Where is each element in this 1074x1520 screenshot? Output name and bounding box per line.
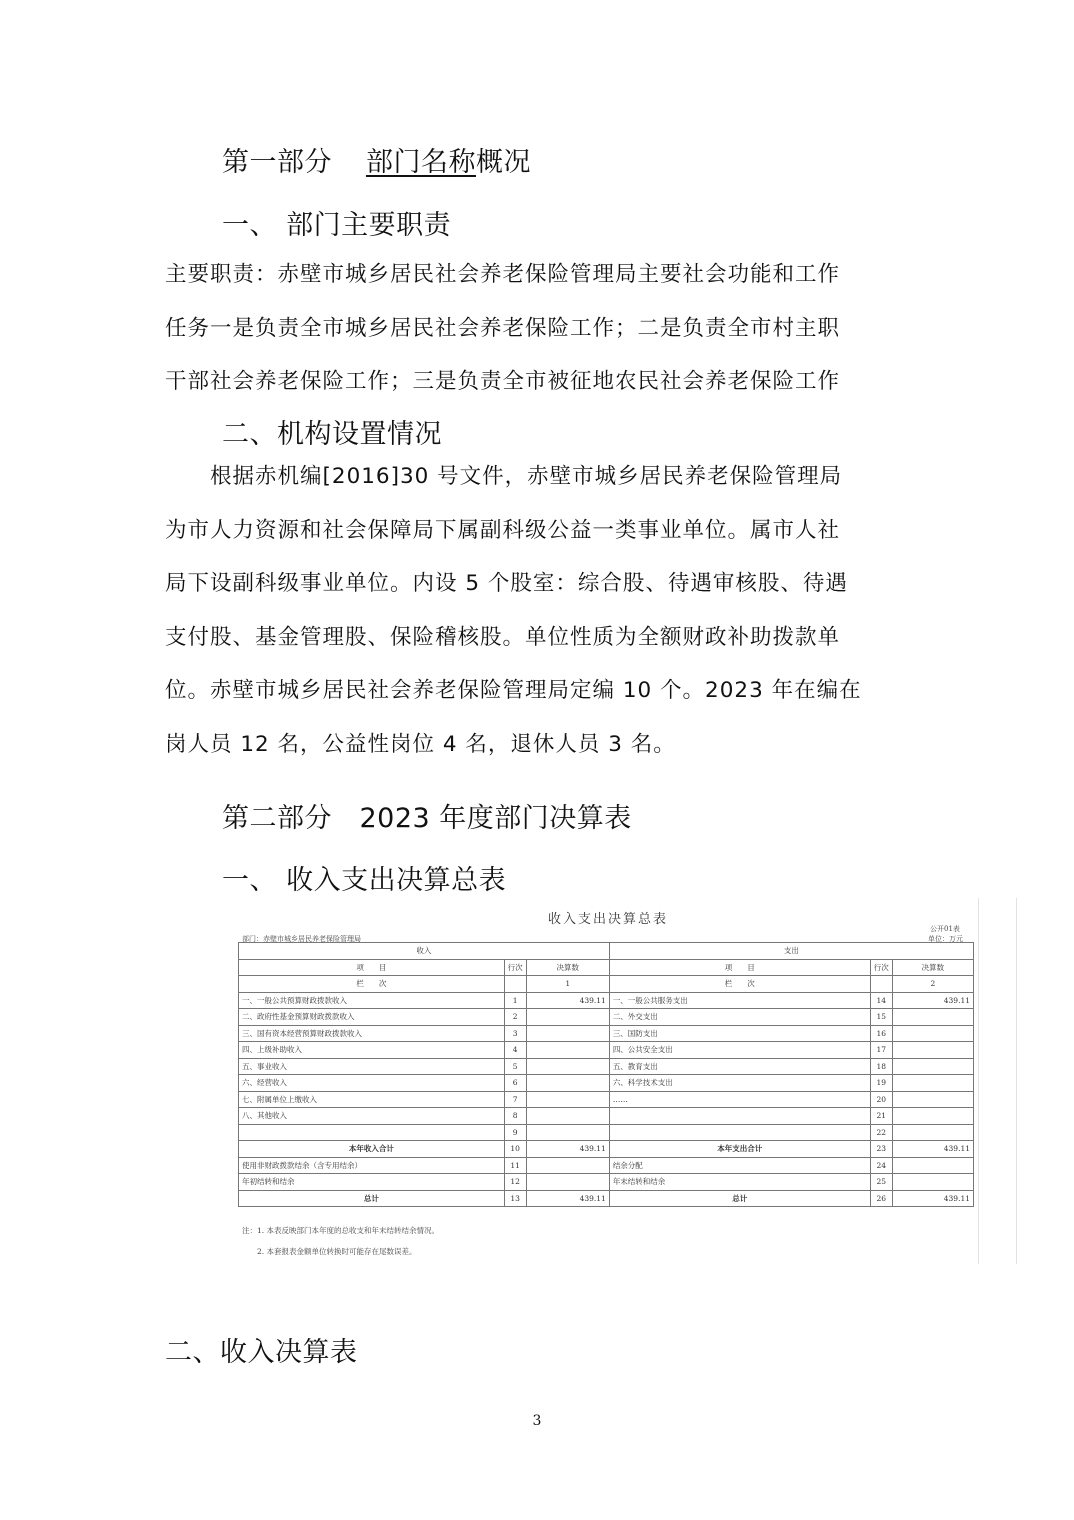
section-org-heading: 二、机构设置情况 — [222, 419, 442, 450]
expense-amount-cell — [892, 1075, 973, 1092]
expense-amount-cell — [892, 1058, 973, 1075]
expense-amount-cell — [892, 1124, 973, 1141]
income-item-cell: 四、上级补助收入 — [239, 1042, 505, 1059]
income-amount-cell — [526, 1091, 609, 1108]
expense-line-no-cell: 26 — [870, 1190, 892, 1207]
table-row — [239, 1075, 974, 1092]
table-row — [239, 1141, 974, 1158]
income-item-cell: 本年收入合计 — [239, 1141, 505, 1158]
col-number: 1 — [526, 976, 609, 993]
expense-amount-cell — [892, 1174, 973, 1191]
sheet-gridline — [1016, 898, 1017, 1264]
income-line-no-cell: 3 — [504, 1025, 526, 1042]
expense-item-cell: 二、外交支出 — [609, 1009, 870, 1026]
income-amount-cell: 439.11 — [526, 1190, 609, 1207]
col-label-row: 栏 次 — [609, 976, 870, 993]
org-line: 局下设副科级事业单位。内设 5 个股室：综合股、待遇审核股、待遇 — [165, 571, 848, 596]
expense-line-no-cell: 22 — [870, 1124, 892, 1141]
income-amount-cell — [526, 1025, 609, 1042]
expense-line-no-cell: 19 — [870, 1075, 892, 1092]
expense-item-cell: …… — [609, 1091, 870, 1108]
expense-amount-cell: 439.11 — [892, 1190, 973, 1207]
income-header: 收入 — [239, 943, 610, 960]
expense-line-no-cell: 25 — [870, 1174, 892, 1191]
table-note: 注：1. 本表反映部门本年度的总收支和年末结转结余情况。 — [242, 1226, 440, 1235]
table-row — [239, 992, 974, 1009]
expense-item-cell: 一、一般公共服务支出 — [609, 992, 870, 1009]
expense-amount-cell — [892, 1157, 973, 1174]
org-line: 岗人员 12 名，公益性岗位 4 名，退休人员 3 名。 — [165, 731, 676, 757]
income-item-cell: 三、国有资本经营预算财政拨款收入 — [239, 1025, 505, 1042]
table-row — [239, 1108, 974, 1125]
expense-line-no-cell: 14 — [870, 992, 892, 1009]
table-row — [239, 1091, 974, 1108]
expense-item-cell: 年末结转和结余 — [609, 1174, 870, 1191]
section-income-table-heading: 二、收入决算表 — [165, 1337, 358, 1368]
income-item-cell: 六、经营收入 — [239, 1075, 505, 1092]
income-item-cell: 五、事业收入 — [239, 1058, 505, 1075]
income-amount-cell — [526, 1075, 609, 1092]
expense-item-cell: 六、科学技术支出 — [609, 1075, 870, 1092]
part2-heading: 第二部分 2023 年度部门决算表 — [222, 803, 632, 834]
expense-item-cell: 总计 — [609, 1190, 870, 1207]
income-amount-cell — [526, 1157, 609, 1174]
income-item-cell: 一、一般公共预算财政拨款收入 — [239, 992, 505, 1009]
expense-amount-cell: 439.11 — [892, 992, 973, 1009]
expense-item-cell — [609, 1108, 870, 1125]
section-summary-table-heading: 一、 收入支出决算总表 — [222, 865, 507, 896]
table-row — [239, 1157, 974, 1174]
income-item-cell — [239, 1124, 505, 1141]
income-amount-cell — [526, 1124, 609, 1141]
income-line-no-cell: 4 — [504, 1042, 526, 1059]
table-row — [239, 1124, 974, 1141]
col-number: 2 — [892, 976, 973, 993]
expense-line-no-cell: 20 — [870, 1091, 892, 1108]
income-line-no-cell: 1 — [504, 992, 526, 1009]
expense-amount-cell — [892, 1108, 973, 1125]
expense-item-cell: 三、国防支出 — [609, 1025, 870, 1042]
page-number: 3 — [532, 1413, 542, 1429]
org-line: 支付股、基金管理股、保险稽核股。单位性质为全额财政补助拨款单 — [165, 624, 841, 650]
table-row — [239, 1190, 974, 1207]
table-note: 2. 本套报表金额单位转换时可能存在尾数误差。 — [242, 1247, 417, 1256]
income-amount-cell: 439.11 — [526, 1141, 609, 1158]
col-amount-header: 决算数 — [892, 959, 973, 976]
expense-item-cell: 四、公共安全支出 — [609, 1042, 870, 1059]
expense-amount-cell — [892, 1091, 973, 1108]
table-unit: 单位：万元 — [928, 935, 963, 943]
income-amount-cell — [526, 1009, 609, 1026]
income-line-no-cell: 11 — [504, 1157, 526, 1174]
income-item-cell: 七、附属单位上缴收入 — [239, 1091, 505, 1108]
expense-item-cell: 结余分配 — [609, 1157, 870, 1174]
income-line-no-cell: 8 — [504, 1108, 526, 1125]
expense-line-no-cell: 18 — [870, 1058, 892, 1075]
table-row — [239, 1025, 974, 1042]
duties-line: 干部社会养老保险工作；三是负责全市被征地农民社会养老保险工作 — [165, 369, 841, 394]
empty-cell — [870, 976, 892, 993]
org-line: 为市人力资源和社会保障局下属副科级公益一类事业单位。属市人社 — [165, 517, 841, 543]
expense-amount-cell — [892, 1042, 973, 1059]
expense-item-cell: 本年支出合计 — [609, 1141, 870, 1158]
expense-amount-cell — [892, 1025, 973, 1042]
income-amount-cell — [526, 1174, 609, 1191]
table-row — [239, 1042, 974, 1059]
org-line: 位。赤壁市城乡居民社会养老保险管理局定编 10 个。2023 年在编在 — [165, 678, 862, 703]
income-line-no-cell: 12 — [504, 1174, 526, 1191]
income-line-no-cell: 5 — [504, 1058, 526, 1075]
part1-label: 第一部分 — [222, 147, 332, 178]
income-line-no-cell: 7 — [504, 1091, 526, 1108]
section-duties-heading: 一、 部门主要职责 — [222, 210, 452, 241]
part1-dept-name: 部门名称 — [366, 147, 476, 178]
table-title: 收入支出决算总表 — [547, 912, 668, 927]
income-amount-cell — [526, 1058, 609, 1075]
income-item-cell: 使用非财政拨款结余（含专用结余） — [239, 1157, 505, 1174]
duties-paragraph — [165, 248, 913, 409]
income-line-no-cell: 13 — [504, 1190, 526, 1207]
org-line: 根据赤机编[2016]30 号文件，赤壁市城乡居民养老保险管理局 — [165, 464, 843, 489]
sheet-gridline — [978, 898, 979, 1264]
part1-suffix: 概况 — [476, 147, 531, 178]
col-line-header: 行次 — [870, 959, 892, 976]
table-dept: 部门：赤壁市城乡居民养老保险管理局 — [242, 935, 361, 943]
col-item-header: 项 目 — [239, 959, 505, 976]
income-amount-cell — [526, 1108, 609, 1125]
income-amount-cell: 439.11 — [526, 992, 609, 1009]
expense-line-no-cell: 15 — [870, 1009, 892, 1026]
income-amount-cell — [526, 1042, 609, 1059]
part1-heading — [222, 140, 531, 179]
income-item-cell: 二、政府性基金预算财政拨款收入 — [239, 1009, 505, 1026]
income-line-no-cell: 6 — [504, 1075, 526, 1092]
income-item-cell: 八、其他收入 — [239, 1108, 505, 1125]
expense-amount-cell: 439.11 — [892, 1141, 973, 1158]
table-row — [239, 1174, 974, 1191]
col-label-row: 栏 次 — [239, 976, 505, 993]
duties-line: 主要职责：赤壁市城乡居民社会养老保险管理局主要社会功能和工作 — [165, 262, 841, 287]
expense-line-no-cell: 16 — [870, 1025, 892, 1042]
expense-amount-cell — [892, 1009, 973, 1026]
empty-cell — [504, 976, 526, 993]
table-row — [239, 1058, 974, 1075]
col-amount-header: 决算数 — [526, 959, 609, 976]
expense-item-cell: 五、教育支出 — [609, 1058, 870, 1075]
table-form-no: 公开01表 — [930, 925, 960, 933]
expense-header: 支出 — [609, 943, 973, 960]
duties-line: 任务一是负责全市城乡居民社会养老保险工作；二是负责全市村主职 — [165, 315, 841, 341]
expense-line-no-cell: 21 — [870, 1108, 892, 1125]
expense-item-cell — [609, 1124, 870, 1141]
summary-table-grid — [238, 942, 974, 1207]
income-item-cell: 年初结转和结余 — [239, 1174, 505, 1191]
income-line-no-cell: 10 — [504, 1141, 526, 1158]
org-paragraph — [165, 450, 913, 771]
table-row — [239, 1009, 974, 1026]
col-line-header: 行次 — [504, 959, 526, 976]
expense-line-no-cell: 24 — [870, 1157, 892, 1174]
income-item-cell: 总计 — [239, 1190, 505, 1207]
income-line-no-cell: 2 — [504, 1009, 526, 1026]
expense-line-no-cell: 17 — [870, 1042, 892, 1059]
expense-line-no-cell: 23 — [870, 1141, 892, 1158]
col-item-header: 项 目 — [609, 959, 870, 976]
income-line-no-cell: 9 — [504, 1124, 526, 1141]
income-expense-summary-table — [238, 898, 1018, 1264]
